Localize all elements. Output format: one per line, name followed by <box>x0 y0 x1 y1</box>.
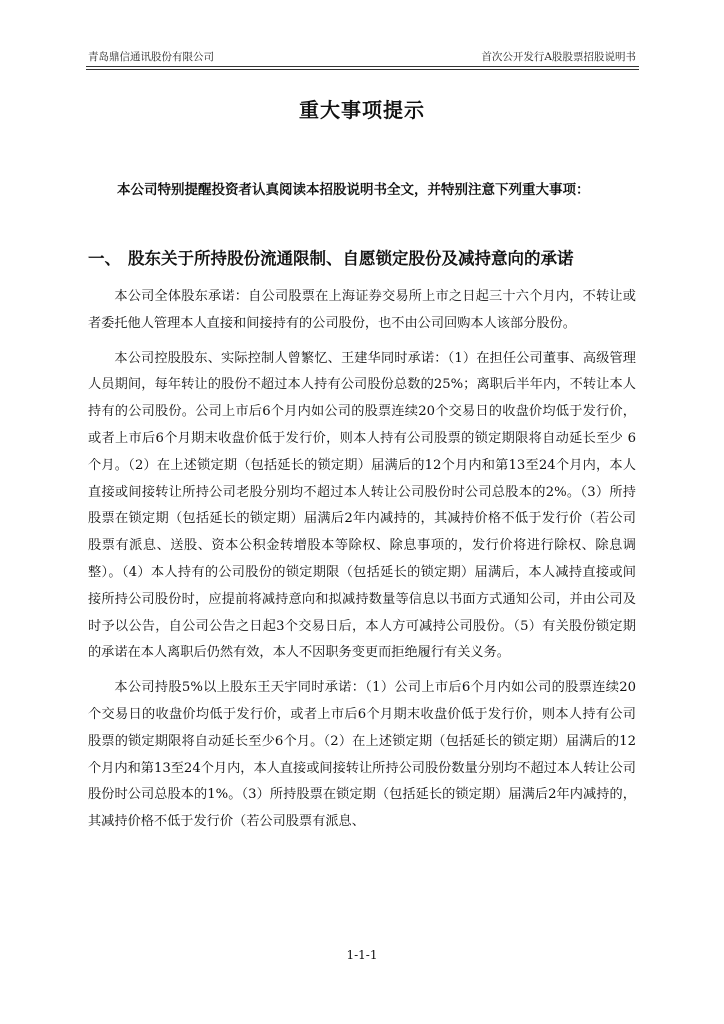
section-number: 一、 <box>88 249 121 268</box>
section-heading <box>88 245 648 269</box>
header-rule <box>86 66 639 70</box>
paragraph-controlling-shareholders: 本公司控股股东、实际控制人曾繁忆、王建华同时承诺：（1）在担任公司董事、高级管理人员期间，每年转让的股份不超过本人持有公司股份总数的25%；离职后半年内，不转让本人持有的公司股份。公司上市后6个月内如公司的股票连续20个交易日的收盘价均低于发行价，或者上市后6个月期末收盘价低于发行价，则本人持有公司股票的锁定期限将自动延长至少 6 个月。（2）在上述锁定期（包括延长的锁定期）届满后的12个月内和第13至24个月内，本人直接或间接转让所持公司老股分别均不超过本人转让公司股份时公司总股本的2%。（3）所持股票在锁定期（包括延长的锁定期）届满后2年内减持的，其减持价格不低于发行价（若公司股票有派息、送股、资本公积金转增股本等除权、除息事项的，发行价将进行除权、除息调整）。（4）本人持有的公司股份的锁定期限（包括延长的锁定期）届满后，本人减持直接或间接所持公司股份时，应提前将减持意向和拟减持数量等信息以书面方式通知公司，并由公司及时予以公告，自公司公告之日起3个交易日后，本人方可减持公司股份。（5）有关股份锁定期的承诺在本人离职后仍然有效，本人不因职务变更而拒绝履行有关义务。 <box>88 350 636 661</box>
paragraph-all-shareholders: 本公司全体股东承诺：自公司股票在上海证券交易所上市之日起三十六个月内，不转让或者委托他人管理本人直接和间接持有的公司股份，也不由公司回购本人该部分股份。 <box>88 289 636 331</box>
header-document-title: 首次公开发行A股股票招股说明书 <box>481 51 636 63</box>
investor-notice: 本公司特别提醒投资者认真阅读本招股说明书全文，并特别注意下列重大事项： <box>117 182 590 198</box>
page-number: 1-1-1 <box>346 948 378 962</box>
page-title: 重大事项提示 <box>299 98 425 122</box>
section-heading-text: 股东关于所持股份流通限制、自愿锁定股份及减持意向的承诺 <box>128 249 574 268</box>
header-company-name: 青岛鼎信通讯股份有限公司 <box>88 51 214 63</box>
body-text <box>88 284 636 844</box>
paragraph-major-shareholder: 本公司持股5%以上股东王天宇同时承诺：（1）公司上市后6个月内如公司的股票连续20个交易日的收盘价均低于发行价，或者上市后6个月期末收盘价低于发行价，则本人持有公司股票的锁定期限将自动延长至少6个月。（2）在上述锁定期（包括延长的锁定期）届满后的12个月内和第13至24个月内，本人直接或间接转让所持公司股份数量分别均不超过本人转让公司股份时公司总股本的1%。（3）所持股票在锁定期（包括延长的锁定期）届满后2年内减持的，其减持价格不低于发行价（若公司股票有派息、 <box>88 680 636 830</box>
